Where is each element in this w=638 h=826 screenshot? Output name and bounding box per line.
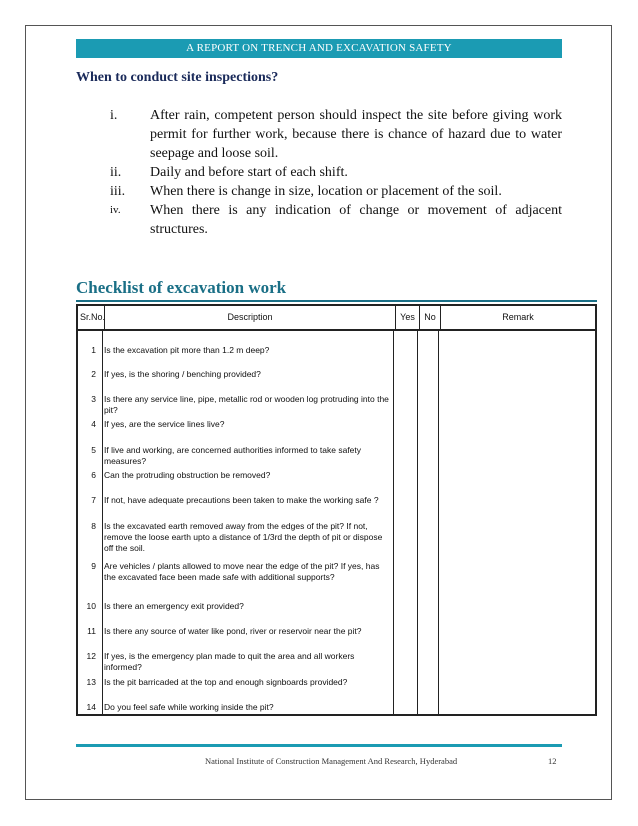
table-row [78,495,398,506]
row-number: 4 [91,419,96,429]
row-description: If live and working, are concerned authorities informed to take safety measures? [104,445,362,466]
list-item [110,182,562,201]
row-number: 13 [86,677,96,687]
row-description: If yes, are the service lines live? [104,419,225,429]
row-description: Do you feel safe while working inside the pit? [104,702,274,712]
row-number: 9 [91,561,96,571]
report-header: A REPORT ON TRENCH AND EXCAVATION SAFETY [76,39,562,58]
list-item [110,201,562,239]
row-number: 12 [86,651,96,661]
row-number: 2 [91,369,96,379]
table-row [78,445,398,467]
item-number: iv. [110,204,121,216]
item-number: i. [110,108,118,123]
col-header-no: No [420,306,441,329]
col-header-description: Description [105,306,396,329]
table-row [78,470,398,481]
list-item [110,106,562,163]
table-body [78,331,595,716]
table-row [78,561,398,583]
list-item [110,163,562,182]
table-rows [78,331,595,716]
row-description: Are vehicles / plants allowed to move near the edge of the pit? If yes, has the excavated face been made safe with additional supports? [104,561,380,582]
item-number: iii. [110,184,126,199]
inspection-list [110,106,562,239]
col-header-yes: Yes [396,306,420,329]
item-number: ii. [110,165,122,180]
row-description: Can the protruding obstruction be removed? [104,470,271,480]
row-number: 7 [91,495,96,505]
row-description: Is the excavated earth removed away from the edges of the pit? If not, remove the loose earth upto a distance of 1/3rd the depth of pit or dispose off the soil. [104,521,383,553]
table-row [78,394,398,416]
item-text: After rain, competent person should inspect the site before giving work permit for further work, because there is chance of hazard due to water seepage and loose soil. [150,108,562,161]
title-underline [76,300,597,302]
checklist-table [76,304,597,716]
footer-rule [76,744,562,747]
inspection-heading: When to conduct site inspections? [76,70,279,85]
row-description: Is there any source of water like pond, river or reservoir near the pit? [104,626,362,636]
table-row [78,369,398,380]
row-description: If yes, is the shoring / benching provided? [104,369,261,379]
row-number: 14 [86,702,96,712]
page-number: 12 [548,756,557,766]
item-text: Daily and before start of each shift. [150,165,348,180]
table-row [78,651,398,673]
table-header [78,306,595,331]
table-row [78,626,398,637]
col-header-remark: Remark [502,312,534,322]
row-description: Is there an emergency exit provided? [104,601,244,611]
table-row [78,702,398,713]
row-description: Is there any service line, pipe, metallic rod or wooden log protruding into the pit? [104,394,389,415]
row-description: Is the excavation pit more than 1.2 m deep? [104,345,270,355]
table-row [78,345,398,356]
row-description: If yes, is the emergency plan made to quit the area and all workers informed? [104,651,355,672]
row-number: 10 [86,601,96,611]
row-number: 1 [91,345,96,355]
row-description: If not, have adequate precautions been taken to make the working safe ? [104,495,379,505]
row-description: Is the pit barricaded at the top and enough signboards provided? [104,677,348,687]
table-row [78,677,398,688]
row-number: 6 [91,470,96,480]
table-row [78,419,398,430]
table-row [78,601,398,612]
row-number: 11 [87,626,96,636]
checklist-title: Checklist of excavation work [76,278,287,297]
item-text: When there is any indication of change or movement of adjacent structures. [150,203,562,237]
row-number: 8 [91,521,96,531]
footer-institute: National Institute of Construction Management And Research, Hyderabad [205,756,458,766]
table-row [78,521,398,554]
col-header-sr: Sr.No. [78,306,105,329]
row-number: 5 [91,445,96,455]
item-text: When there is change in size, location or placement of the soil. [150,184,502,199]
row-number: 3 [91,394,96,404]
